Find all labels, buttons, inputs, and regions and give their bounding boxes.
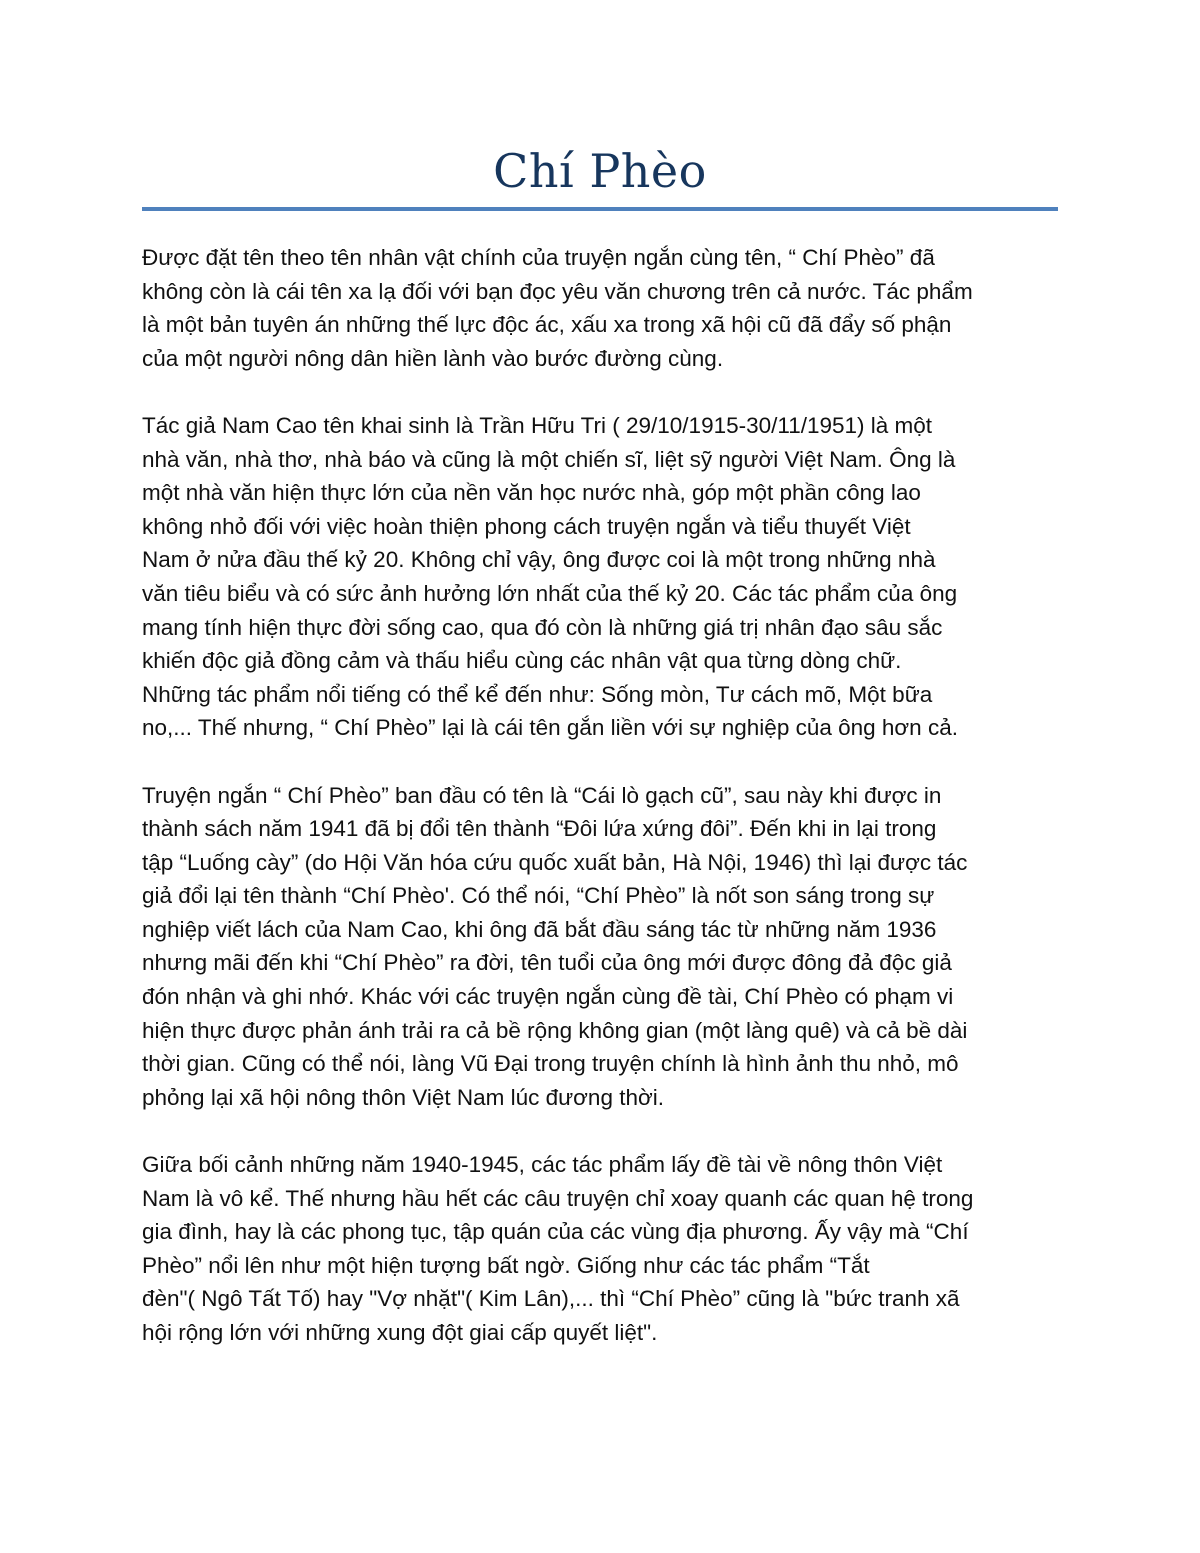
text-line: no,... Thế nhưng, “ Chí Phèo” lại là cái tên gắn liền với sự nghiệp của ông hơn cả. (142, 715, 958, 741)
text-line: nhưng mãi đến khi “Chí Phèo” ra đời, tên tuổi của ông mới được đông đả độc giả (142, 950, 952, 976)
paragraph-3 (142, 779, 1060, 1115)
text-line: gia đình, hay là các phong tục, tập quán của các vùng địa phương. Ấy vậy mà “Chí (142, 1219, 969, 1245)
text-line: Truyện ngắn “ Chí Phèo” ban đầu có tên là “Cái lò gạch cũ”, sau này khi được in (142, 782, 942, 808)
title-underline-rule (142, 207, 1058, 211)
text-line: của một người nông dân hiền lành vào bước đường cùng. (142, 345, 724, 371)
text-line: giả đổi lại tên thành “Chí Phèo'. Có thể nói, “Chí Phèo” là nốt son sáng trong sự (142, 883, 935, 909)
text-line: khiến độc giả đồng cảm và thấu hiểu cùng các nhân vật qua từng dòng chữ. (142, 648, 902, 674)
document-title: Chí Phèo (493, 144, 707, 198)
text-line: Giữa bối cảnh những năm 1940-1945, các tác phẩm lấy đề tài về nông thôn Việt (142, 1152, 943, 1178)
text-line: hiện thực được phản ánh trải ra cả bề rộng không gian (một làng quê) và cả bề dài (142, 1017, 968, 1043)
text-line: Phèo” nổi lên như một hiện tượng bất ngờ. Giống như các tác phẩm “Tắt (142, 1252, 870, 1278)
text-line: một nhà văn hiện thực lớn của nền văn học nước nhà, góp một phần công lao (142, 480, 921, 506)
text-line: Nam là vô kể. Thế nhưng hầu hết các câu truyện chỉ xoay quanh các quan hệ trong (142, 1185, 974, 1211)
text-line: phỏng lại xã hội nông thôn Việt Nam lúc đương thời. (142, 1084, 664, 1110)
text-line: tập “Luống cày” (do Hội Văn hóa cứu quốc xuất bản, Hà Nội, 1946) thì lại được tác (142, 849, 968, 875)
text-line: là một bản tuyên án những thế lực độc ác, xấu xa trong xã hội cũ đã đẩy số phận (142, 312, 952, 338)
text-line: Nam ở nửa đầu thế kỷ 20. Không chỉ vậy, ông được coi là một trong những nhà (142, 547, 936, 573)
text-line: không còn là cái tên xa lạ đối với bạn đọc yêu văn chương trên cả nước. Tác phẩm (142, 278, 973, 304)
text-line: văn tiêu biểu và có sức ảnh hưởng lớn nhất của thế kỷ 20. Các tác phẩm của ông (142, 580, 958, 606)
text-line: mang tính hiện thực đời sống cao, qua đó còn là những giá trị nhân đạo sâu sắc (142, 614, 943, 640)
text-line: không nhỏ đối với việc hoàn thiện phong cách truyện ngắn và tiểu thuyết Việt (142, 513, 911, 539)
text-line: đón nhận và ghi nhớ. Khác với các truyện ngắn cùng đề tài, Chí Phèo có phạm vi (142, 984, 954, 1010)
text-line: nghiệp viết lách của Nam Cao, khi ông đã bắt đầu sáng tác từ những năm 1936 (142, 916, 937, 942)
text-line: Những tác phẩm nổi tiếng có thể kể đến như: Sống mòn, Tư cách mõ, Một bữa (142, 681, 933, 707)
document-body (142, 241, 1060, 1383)
text-line: nhà văn, nhà thơ, nhà báo và cũng là một chiến sĩ, liệt sỹ người Việt Nam. Ông là (142, 446, 956, 472)
text-line: hội rộng lớn với những xung đột giai cấp quyết liệt". (142, 1320, 658, 1345)
text-line: Tác giả Nam Cao tên khai sinh là Trần Hữu Tri ( 29/10/1915-30/11/1951) là một (142, 412, 933, 438)
text-line: thời gian. Cũng có thể nói, làng Vũ Đại trong truyện chính là hình ảnh thu nhỏ, mô (142, 1051, 959, 1077)
paragraph-1 (142, 241, 1060, 375)
text-line: thành sách năm 1941 đã bị đổi tên thành “Đôi lứa xứng đôi”. Đến khi in lại trong (142, 816, 937, 842)
paragraph-2 (142, 409, 1060, 745)
text-line: đèn"( Ngô Tất Tố) hay "Vợ nhặt"( Kim Lân),... thì “Chí Phèo” cũng là "bức tranh xã (142, 1286, 960, 1312)
paragraph-4 (142, 1148, 1060, 1350)
text-line: Được đặt tên theo tên nhân vật chính của truyện ngắn cùng tên, “ Chí Phèo” đã (142, 245, 935, 270)
